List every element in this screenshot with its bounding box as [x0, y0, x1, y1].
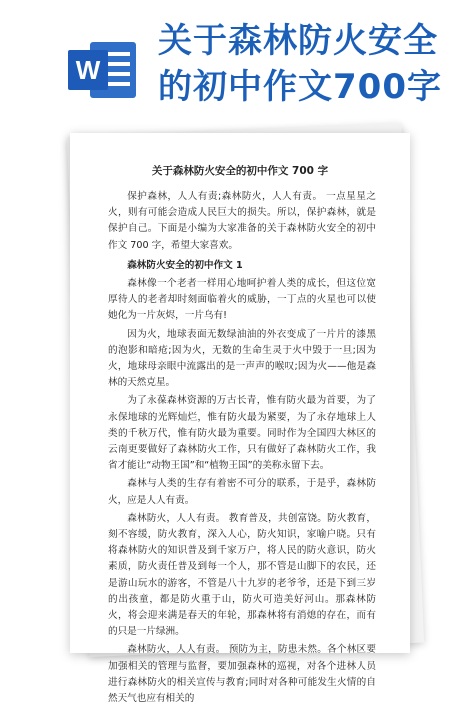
body-paragraph: 森林像一个老者一样用心地呵护着人类的成长，但这位宽厚待人的老者却时刻面临着火的威胁，一丁点的火星也可以使她化为一片灰烬，一片乌有!: [108, 278, 376, 322]
body-paragraph: 因为火，地球表面无数绿油油的外衣变成了一片片的漆黑的泡影和暗疮;因为火，无数的生命生灵于火中毁于一旦;因为火，地球母亲眼中流露出的是一声声的喉叹;因为火——他是森林的天然克星。: [108, 328, 376, 389]
document-page: [70, 133, 410, 705]
body-paragraph: 森林防火，人人有责。 教育普及，共创富饶。防火教育，刻不容缓，防火教育，深入人心，防火知识，家喻户晓。只有将森林防火的知识普及到千家万户，将人民的防火意识，防火素质，防火责任普及到每一个人，那不管是山脚下的农民，还是游山玩水的游客，不管是八十九岁的老爷爷，还是下到三岁的出孩童，都是防火重于山，防火可造美好河山。那森林防火，将会迎来满是春天的年轮，那森林将有消熄的存在，而有的只是一片绿洲。: [108, 512, 376, 638]
banner-title: [158, 18, 468, 110]
document-title: 关于森林防火安全的初中作文 700 字: [151, 165, 329, 177]
header-banner: [0, 0, 474, 130]
word-icon-letter: W: [68, 50, 108, 90]
body-paragraph: 森林与人类的生存有着密不可分的联系，于是乎，森林防火，应是人人有责。: [108, 478, 376, 506]
banner-title-line2: 的初中作文700字: [158, 67, 442, 107]
section-heading: 森林防火安全的初中作文 1: [127, 259, 243, 271]
intro-paragraph: 保护森林，人人有责;森林防火，人人有责。 一点星星之火，则有可能会造成人民巨大的损失。所以，保护森林，就是保护自己。下面是小编为大家准备的关于森林防火安全的初中作文 700 字，希望大家喜欢。: [108, 191, 376, 251]
word-document-icon: [68, 38, 138, 102]
banner-title-line1: 关于森林防火安全: [158, 21, 438, 61]
body-paragraph: 为了永葆森林资源的万古长青，惟有防火最为首要，为了永保地球的光辉灿烂，惟有防火最为紧要，为了永存地球上人类的千秋万代，惟有防火最为重要。同时作为全国四大林区的云南更要做好了森林防火工作，只有做好了森林防火工作，我省才能让“动物王国”和“植物王国”的美称永留下去。: [108, 395, 376, 472]
body-paragraph: 森林防火，人人有责。 预防为主，防患未然。各个林区要加强相关的管理与监督，要加强森林的巡视，对各个进林人员进行森林防火的相关宣传与教育;同时对各种可能发生火情的自然天气也应有相关的: [108, 644, 376, 705]
document-body: [108, 189, 376, 709]
